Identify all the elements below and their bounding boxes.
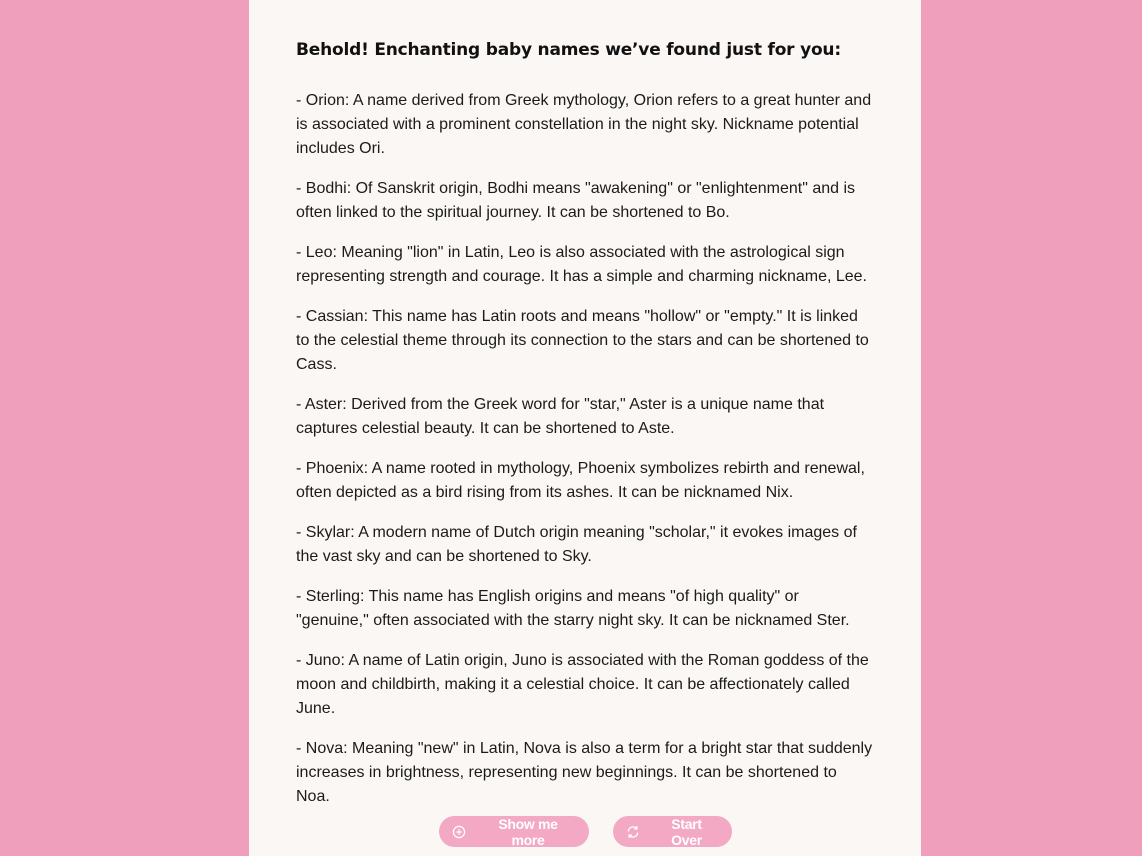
name-item-nova: - Nova: Meaning "new" in Latin, Nova is also a term for a bright star that suddenly increases in brightness, representing new beginnings. It can be shortened to Noa. <box>296 740 873 805</box>
refresh-icon <box>626 825 640 839</box>
show-more-button[interactable] <box>439 816 589 847</box>
name-item-leo: - Leo: Meaning "lion" in Latin, Leo is also associated with the astrological sign representing strength and courage. It has a simple and charming nickname, Lee. <box>296 244 867 285</box>
results-card <box>249 0 921 856</box>
name-item-cassian: - Cassian: This name has Latin roots and means "hollow" or "empty." It is linked to the celestial theme through its connection to the stars and can be shortened to Cass. <box>296 308 869 373</box>
results-heading: Behold! Enchanting baby names we’ve found just for you: <box>296 40 841 60</box>
name-item-juno: - Juno: A name of Latin origin, Juno is associated with the Roman goddess of the moon and childbirth, making it a celestial choice. It can be affectionately called June. <box>296 652 869 717</box>
name-item-sterling: - Sterling: This name has English origins and means "of high quality" or "genuine," often associated with the starry night sky. It can be nicknamed Ster. <box>296 588 850 629</box>
start-over-button[interactable] <box>613 816 732 847</box>
name-item-aster: - Aster: Derived from the Greek word for "star," Aster is a unique name that captures celestial beauty. It can be shortened to Aste. <box>296 396 825 437</box>
plus-circle-icon <box>452 825 466 839</box>
name-item-bodhi: - Bodhi: Of Sanskrit origin, Bodhi means "awakening" or "enlightenment" and is often linked to the spiritual journey. It can be shortened to Bo. <box>296 180 856 221</box>
name-list <box>296 89 873 809</box>
name-item-orion: - Orion: A name derived from Greek mythology, Orion refers to a great hunter and is associated with a prominent constellation in the night sky. Nickname potential includes Ori. <box>296 92 872 157</box>
action-bar <box>249 816 921 847</box>
start-over-label: Start Over <box>671 815 702 848</box>
show-more-label: Show me more <box>498 815 558 848</box>
name-item-phoenix: - Phoenix: A name rooted in mythology, Phoenix symbolizes rebirth and renewal, often depicted as a bird rising from its ashes. It can be nicknamed Nix. <box>296 460 865 501</box>
name-item-skylar: - Skylar: A modern name of Dutch origin meaning "scholar," it evokes images of the vast sky and can be shortened to Sky. <box>296 524 857 565</box>
